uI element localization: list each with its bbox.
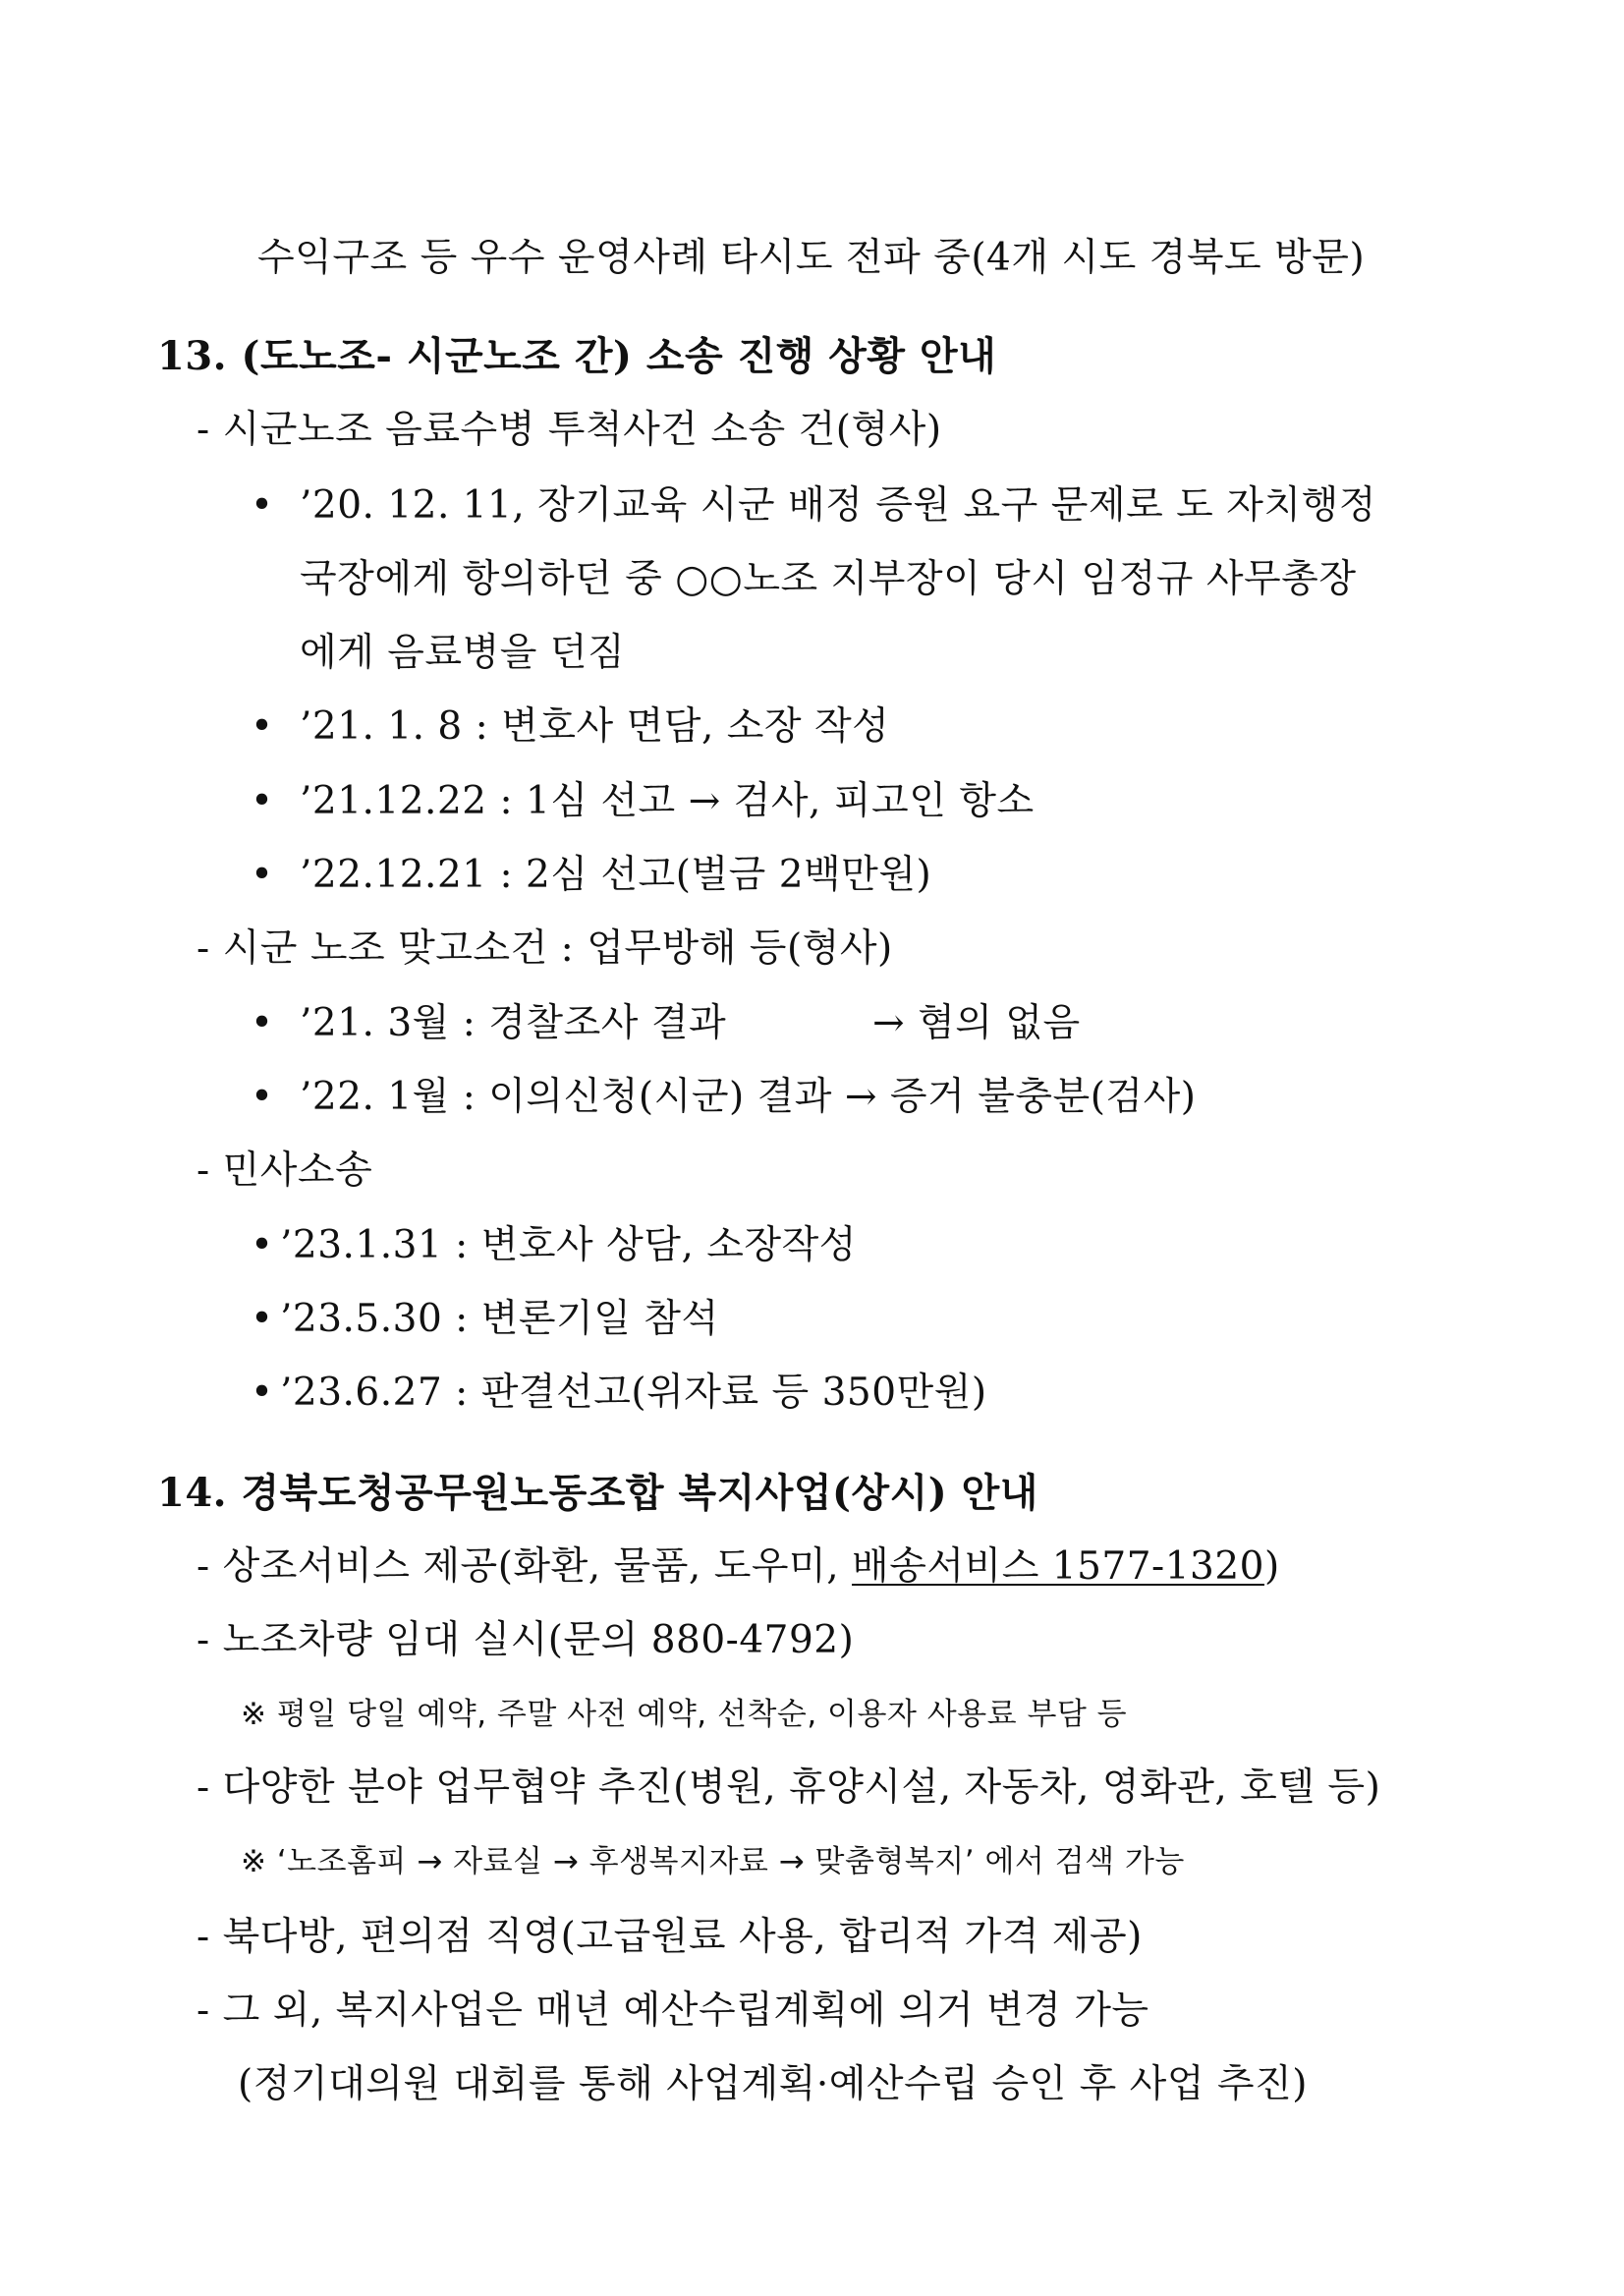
bullet: •	[251, 853, 274, 897]
welfare-item-other-note: (정기대의원 대회를 통해 사업계획·예산수립 승인 후 사업 추진)	[238, 2062, 1308, 2106]
list-item-continuation: 에게 음료병을 던짐	[300, 631, 626, 675]
list-item: • ’20. 12. 11, 장기교육 시군 배정 증원 요구 문제로 도 자치행정	[251, 483, 1376, 528]
welfare-item-agreements: - 다양한 분야 업무협약 추진(병원, 휴양시설, 자동차, 영화관, 호텔 등)	[196, 1765, 1381, 1810]
list-item: • ’22. 1월 : 이의신청(시군) 결과 → 증거 불충분(검사)	[251, 1075, 1197, 1119]
list-item: • ’22.12.21 : 2심 선고(벌금 2백만원)	[251, 853, 932, 897]
bullet: •	[251, 779, 274, 823]
delivery-service-phone: 배송서비스 1577-1320	[852, 1544, 1264, 1589]
list-item: • ’21. 3월 : 경찰조사 결과	[251, 1001, 727, 1045]
welfare-item-funeral: - 상조서비스 제공(화환, 물품, 도우미, 배송서비스 1577-1320)	[196, 1544, 1280, 1589]
list-item: • ’23.5.30 : 변론기일 참석	[251, 1297, 719, 1341]
welfare-item-other: - 그 외, 복지사업은 매년 예산수립계획에 의거 변경 가능	[196, 1988, 1149, 2033]
section-13-title: 13. (도노조- 시군노조 간) 소송 진행 상황 안내	[157, 333, 997, 379]
bullet: •	[251, 1223, 274, 1267]
case3-label: - 민사소송	[196, 1148, 373, 1193]
case2-label: - 시군 노조 맞고소건 : 업무방해 등(형사)	[196, 926, 893, 971]
note-vehicle: ※ 평일 당일 예약, 주말 사전 예약, 선착순, 이용자 사용료 부담 등	[241, 1697, 1128, 1732]
bullet: •	[251, 1075, 274, 1119]
list-item: • ’21. 1. 8 : 변호사 면담, 소장 작성	[251, 704, 890, 749]
bullet: •	[251, 1001, 274, 1045]
bullet: •	[251, 1371, 274, 1415]
list-item-result: → 혐의 없음	[872, 1001, 1081, 1045]
welfare-item-cafe: - 북다방, 편의점 직영(고급원료 사용, 합리적 가격 제공)	[196, 1915, 1143, 1959]
bullet: •	[251, 704, 274, 749]
case1-label: - 시군노조 음료수병 투척사건 소송 건(형사)	[196, 408, 942, 452]
list-item: • ’23.6.27 : 판결선고(위자료 등 350만원)	[251, 1371, 987, 1415]
section-14-title: 14. 경북도청공무원노동조합 복지사업(상시) 안내	[157, 1470, 1038, 1516]
welfare-item-vehicle: - 노조차량 임대 실시(문의 880-4792)	[196, 1618, 855, 1662]
intro-text: 수익구조 등 우수 운영사례 타시도 전파 중(4개 시도 경북도 방문)	[257, 236, 1366, 280]
note-agreements: ※ ‘노조홈피 → 자료실 → 후생복지자료 → 맞춤형복지’ 에서 검색 가능	[241, 1844, 1185, 1879]
bullet: •	[251, 483, 274, 528]
list-item: • ’23.1.31 : 변호사 상담, 소장작성	[251, 1223, 857, 1267]
list-item: • ’21.12.22 : 1심 선고 → 검사, 피고인 항소	[251, 779, 1035, 823]
bullet: •	[251, 1297, 274, 1341]
list-item-continuation: 국장에게 항의하던 중 ○○노조 지부장이 당시 임정규 사무총장	[300, 557, 1357, 601]
